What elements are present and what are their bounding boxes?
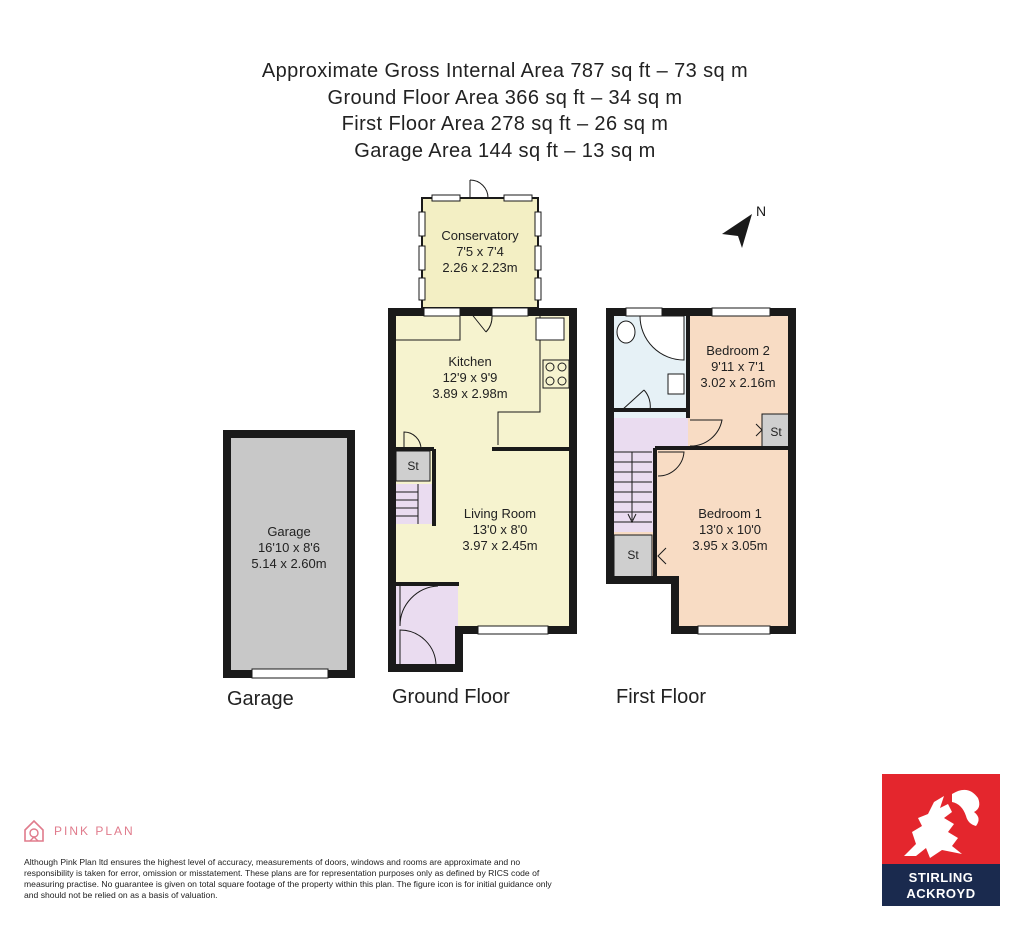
compass-label: N [756, 203, 767, 219]
garage-floor-label: Garage [227, 688, 294, 710]
toilet-icon [617, 321, 635, 343]
agent-name-line2: ACKROYD [906, 886, 976, 901]
pink-plan-logo-icon [22, 818, 46, 844]
living-room-metric: 3.97 x 2.45m [462, 538, 538, 553]
porch-floor [396, 584, 458, 666]
agent-name-line1: STIRLING [908, 870, 974, 885]
ground-storage-label: St [407, 459, 419, 473]
agent-logo-navy-panel [882, 864, 1000, 906]
ground-floor-area-text: Ground Floor Area 366 sq ft – 34 sq m [327, 86, 683, 109]
conservatory-room-metric: 2.26 x 2.23m [442, 260, 518, 275]
first-floor-plan [610, 308, 792, 634]
stairs [396, 484, 432, 524]
compass-north-icon [722, 203, 766, 248]
bedroom1-room-metric: 3.95 x 3.05m [692, 538, 768, 553]
pink-plan-name: PINK PLAN [54, 824, 135, 838]
kitchen-sink-icon [536, 318, 564, 340]
agent-logo-red-panel [882, 774, 1000, 864]
bedroom1-storage-label: St [627, 548, 639, 562]
garage-plan [227, 434, 351, 678]
bedroom2-room-name: Bedroom 2 [706, 343, 770, 358]
basin-icon [668, 374, 684, 394]
bedroom2-storage-label: St [770, 425, 782, 439]
kitchen-room-metric: 3.89 x 2.98m [432, 386, 508, 401]
garage-room-metric: 5.14 x 2.60m [251, 556, 327, 571]
living-room-imperial: 13'0 x 8'0 [472, 522, 528, 537]
garage-door-opening [252, 669, 328, 678]
garage-area-text: Garage Area 144 sq ft – 13 sq m [354, 139, 656, 162]
kitchen-room-name: Kitchen [448, 354, 492, 369]
bedroom2-room-metric: 3.02 x 2.16m [700, 375, 776, 390]
bedroom1-room-imperial: 13'0 x 10'0 [698, 522, 762, 537]
garage-room-imperial: 16'10 x 8'6 [257, 540, 321, 555]
conservatory-room-imperial: 7'5 x 7'4 [456, 244, 504, 259]
garage-room-name: Garage [267, 524, 311, 539]
griffin-icon [882, 774, 1000, 864]
bedroom1-room-name: Bedroom 1 [698, 506, 762, 521]
stirling-ackroyd-logo [882, 774, 1000, 906]
disclaimer-text: Although Pink Plan ltd ensures the highest level of accuracy, measurements of doors, windows and rooms are approximate and no responsibility is taken for error, omission or misstatement. These plans are for representation purposes only as defined by RICS code of measuring practise. No guarantee is given on total square footage of the property within this plan. The figure icon is for initial guidance only and should not be relied on as a basis of valuation. [24, 857, 552, 900]
ground-floor-plan [392, 180, 573, 668]
bedroom2-room-imperial: 9'11 x 7'1 [711, 359, 765, 374]
conservatory-door-swing [470, 180, 488, 198]
conservatory-room-name: Conservatory [441, 228, 519, 243]
gross-area-text: Approximate Gross Internal Area 787 sq ft – 73 sq m [261, 60, 749, 82]
ground-floor-label: Ground Floor [392, 686, 510, 708]
first-floor-area-text: First Floor Area 278 sq ft – 26 sq m [341, 113, 669, 135]
kitchen-room-imperial: 12'9 x 9'9 [442, 370, 498, 385]
living-room-name: Living Room [463, 506, 537, 521]
pink-plan-brand [22, 818, 135, 844]
first-floor-label: First Floor [616, 686, 706, 708]
